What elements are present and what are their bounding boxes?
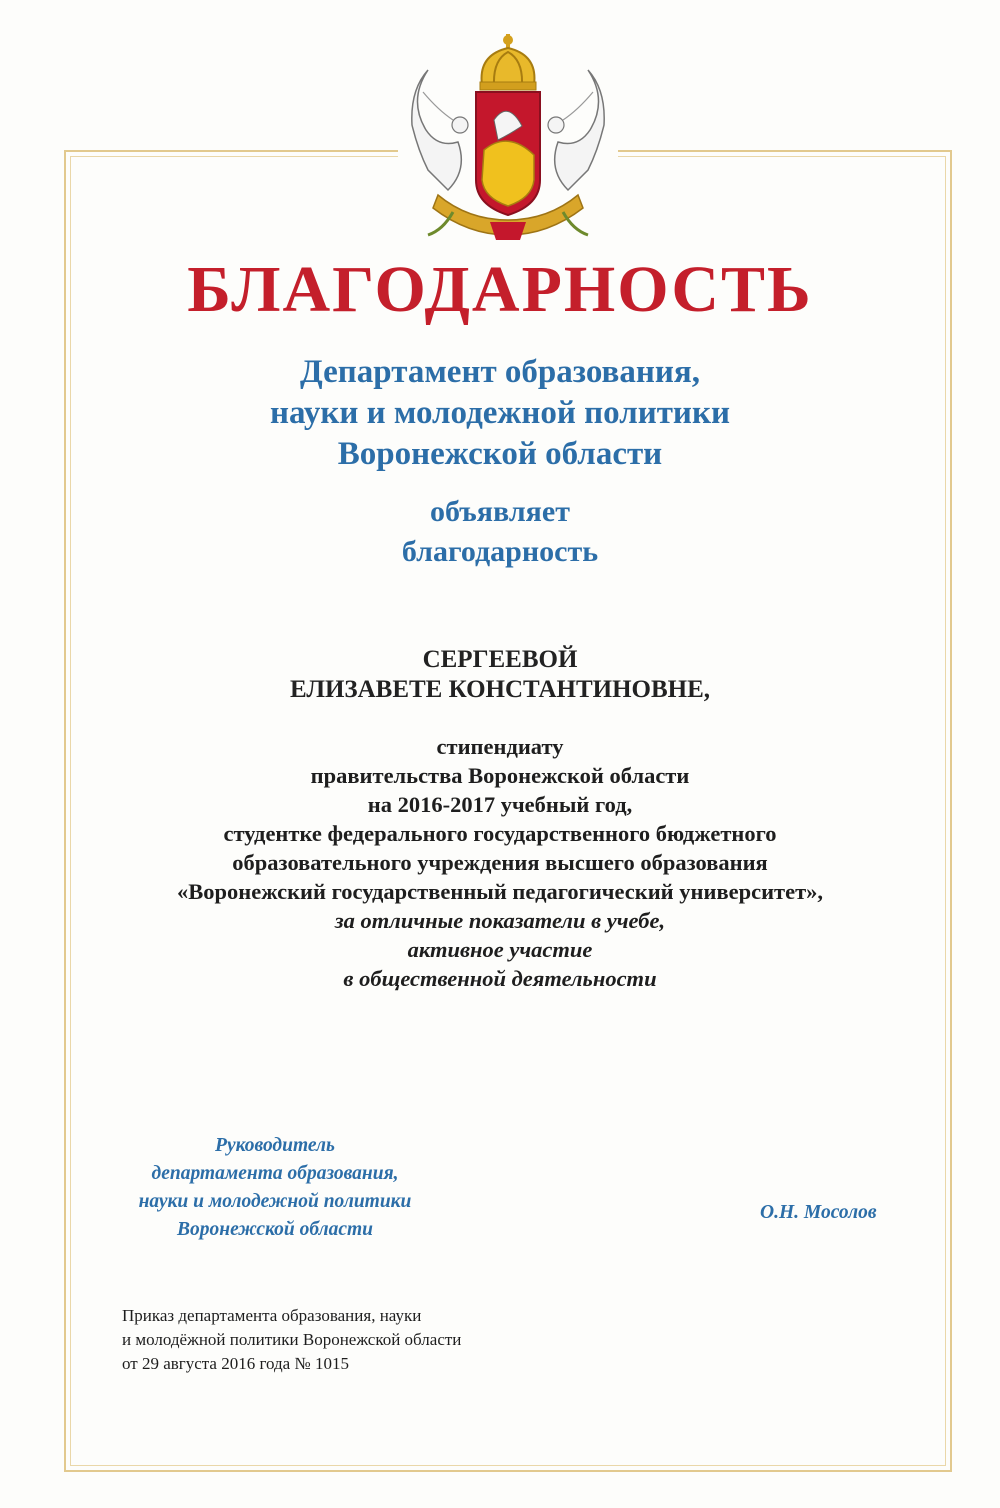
announcement [0,492,1000,572]
signer-name: О.Н. Мосолов [760,1202,877,1223]
shield-icon [476,92,540,215]
announcement-line: благодарность [401,535,599,568]
issuing-department [0,352,1000,475]
coat-of-arms-emblem [398,30,618,245]
crown-icon [480,34,536,90]
body-line: стипендиату [436,734,564,759]
department-line: науки и молодежной политики [270,395,730,431]
order-line: от 29 августа 2016 года № 1015 [122,1354,349,1373]
reason-line: в общественной деятельности [343,966,657,991]
document-title: БЛАГОДАРНОСТЬ [187,253,813,326]
order-line: и молодёжной политики Воронежской области [122,1330,462,1349]
signer-position [100,1132,450,1244]
body-line: на 2016-2017 учебный год, [367,792,633,817]
dove-right-icon [548,70,604,190]
reason-line: за отличные показатели в учебе, [334,908,666,933]
body-line: правительства Воронежской области [310,763,690,788]
signer-role-line: Воронежской области [176,1219,374,1240]
order-reference [122,1304,461,1376]
signer-role-line: департамента образования, [151,1163,399,1184]
recipient-name [0,645,1000,705]
reason-line: активное участие [407,937,593,962]
recipient-given-names: ЕЛИЗАВЕТЕ КОНСТАНТИНОВНЕ, [289,676,711,703]
recipient-surname: СЕРГЕЕВОЙ [422,646,578,673]
body-line: студентке федерального государственного бюджетного [223,821,777,846]
body-line: «Воронежский государственный педагогический университет», [176,879,824,904]
signer-role-line: науки и молодежной политики [138,1191,412,1212]
announcement-line: объявляет [430,495,570,528]
department-line: Воронежской области [337,436,663,472]
order-line: Приказ департамента образования, науки [122,1306,422,1325]
award-body [0,732,1000,993]
department-line: Департамент образования, [300,354,700,390]
dove-left-icon [412,70,468,190]
body-line: образовательного учреждения высшего образования [232,850,768,875]
signer-role-line: Руководитель [215,1135,335,1156]
